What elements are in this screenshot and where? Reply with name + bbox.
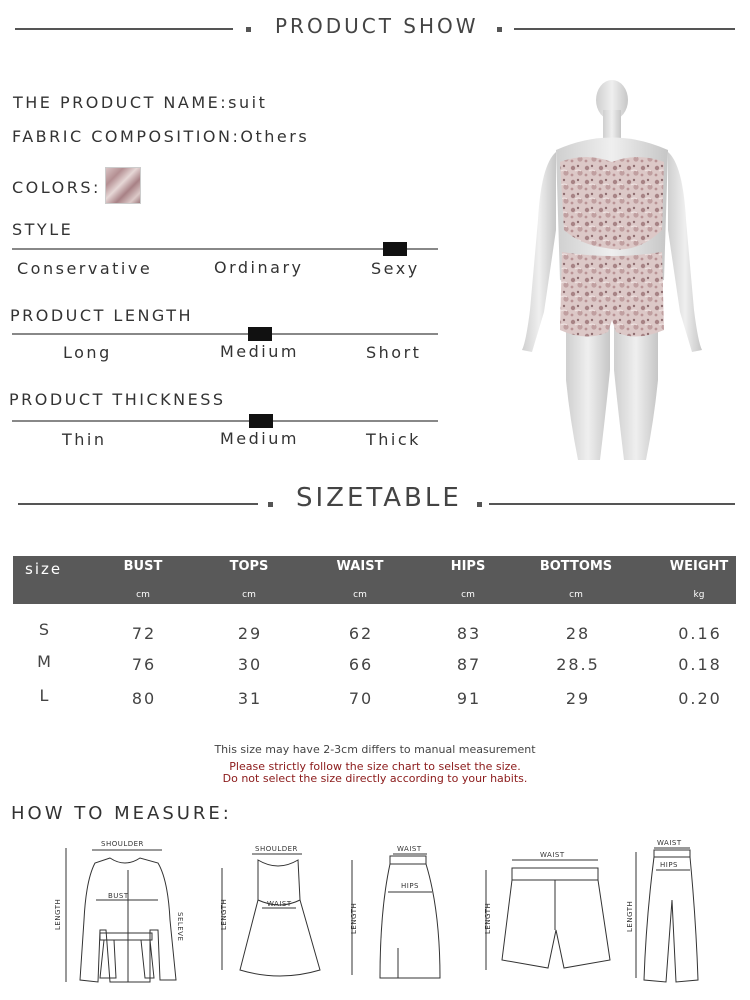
label-length-jacket: LENGTH (54, 898, 62, 930)
header-title: PRODUCT SHOW (275, 14, 479, 38)
table-cell: 31 (237, 689, 263, 708)
style-option-ordinary: Ordinary (214, 258, 304, 277)
length-option-short: Short (366, 343, 422, 362)
length-option-medium: Medium (220, 342, 299, 361)
table-cell: 29 (565, 689, 591, 708)
sizetable-divider-left (18, 503, 258, 505)
style-option-sexy: Sexy (371, 259, 420, 278)
thickness-scale-marker (249, 414, 273, 428)
skirt-sketch (352, 854, 440, 978)
thickness-scale-line (12, 420, 438, 422)
label-length-shorts: LENGTH (484, 902, 492, 934)
table-cell: 66 (348, 655, 374, 674)
label-hips-pants: HIPS (660, 861, 678, 869)
sizetable-dot-right (477, 502, 482, 507)
label-shoulder-jacket: SHOULDER (101, 840, 144, 848)
label-waist-dress: WAIST (267, 900, 292, 908)
header-dot-right (497, 27, 502, 32)
unit-tops: cm (242, 590, 256, 600)
unit-bust: cm (136, 590, 150, 600)
product-name (13, 93, 267, 112)
column-header-waist: WAIST (336, 559, 384, 574)
label-hips-skirt: HIPS (401, 882, 419, 890)
column-header-tops: TOPS (229, 559, 269, 574)
table-cell: 87 (456, 655, 482, 674)
label-waist-skirt: WAIST (397, 845, 422, 853)
length-title: PRODUCT LENGTH (10, 306, 194, 325)
product-photo (486, 80, 738, 468)
size-cell-s: S (38, 620, 52, 639)
label-bust: BUST (108, 892, 129, 900)
sizetable-title: SIZETABLE (296, 483, 462, 513)
colors-label: COLORS: (12, 178, 101, 197)
table-cell: 76 (131, 655, 157, 674)
label-length-pants: LENGTH (626, 900, 634, 932)
shorts-sketch (486, 860, 610, 970)
table-cell: 83 (456, 624, 482, 643)
product-name-value: suit (228, 93, 268, 112)
size-cell-m: M (37, 652, 53, 671)
style-option-conservative: Conservative (17, 259, 153, 278)
thickness-option-thin: Thin (62, 430, 107, 449)
style-scale-marker (383, 242, 407, 256)
label-length-dress: LENGTH (220, 898, 228, 930)
table-cell: 62 (348, 624, 374, 643)
table-cell: 28 (565, 624, 591, 643)
unit-weight: kg (693, 590, 705, 600)
size-warning-2: Do not select the size directly according to your habits. (222, 772, 528, 785)
size-cell-l: L (39, 686, 51, 705)
label-shoulder-dress: SHOULDER (255, 845, 298, 853)
thickness-option-medium: Medium (220, 429, 299, 448)
thickness-option-thick: Thick (366, 430, 421, 449)
size-column-header: size (25, 560, 63, 578)
column-header-weight: WEIGHT (669, 559, 729, 574)
size-warning-1: Please strictly follow the size chart to selset the size. (229, 760, 521, 773)
table-cell: 80 (131, 689, 157, 708)
how-to-measure-title: HOW TO MEASURE: (11, 803, 232, 824)
sizetable-divider-right (489, 503, 735, 505)
column-header-hips: HIPS (450, 559, 486, 574)
label-sleeve: SELEVE (176, 912, 184, 942)
unit-bottoms: cm (569, 590, 583, 600)
table-cell: 29 (237, 624, 263, 643)
column-header-bottoms: BOTTOMS (539, 559, 613, 574)
dress-sketch (222, 854, 320, 976)
size-table-header (13, 556, 736, 604)
fabric-label: FABRIC COMPOSITION: (12, 127, 241, 146)
length-scale-marker (248, 327, 272, 341)
table-cell: 0.16 (678, 624, 722, 643)
table-cell: 91 (456, 689, 482, 708)
length-option-long: Long (63, 343, 112, 362)
jacket-sketch (66, 848, 176, 982)
fabric-composition (12, 127, 309, 146)
label-waist-shorts: WAIST (540, 851, 565, 859)
table-cell: 30 (237, 655, 263, 674)
label-length-skirt: LENGTH (350, 902, 358, 934)
label-waist-pants: WAIST (657, 839, 682, 847)
table-cell: 70 (348, 689, 374, 708)
length-scale-line (12, 333, 438, 335)
table-cell: 28.5 (556, 655, 600, 674)
style-scale-line (12, 248, 438, 250)
header-divider-right (514, 28, 735, 30)
color-swatch[interactable] (105, 167, 141, 204)
table-cell: 72 (131, 624, 157, 643)
column-header-bust: BUST (123, 559, 163, 574)
style-title: STYLE (12, 220, 74, 239)
header-divider-left (15, 28, 233, 30)
unit-waist: cm (353, 590, 367, 600)
header-dot-left (246, 27, 251, 32)
sizetable-dot-left (268, 502, 273, 507)
measurement-note: This size may have 2-3cm differs to manual measurement (214, 743, 536, 756)
measure-diagrams (0, 830, 750, 1000)
fabric-value: Others (240, 127, 310, 146)
unit-hips: cm (461, 590, 475, 600)
product-name-label: THE PRODUCT NAME: (13, 93, 229, 112)
thickness-title: PRODUCT THICKNESS (9, 390, 226, 409)
table-cell: 0.18 (678, 655, 722, 674)
table-cell: 0.20 (678, 689, 722, 708)
